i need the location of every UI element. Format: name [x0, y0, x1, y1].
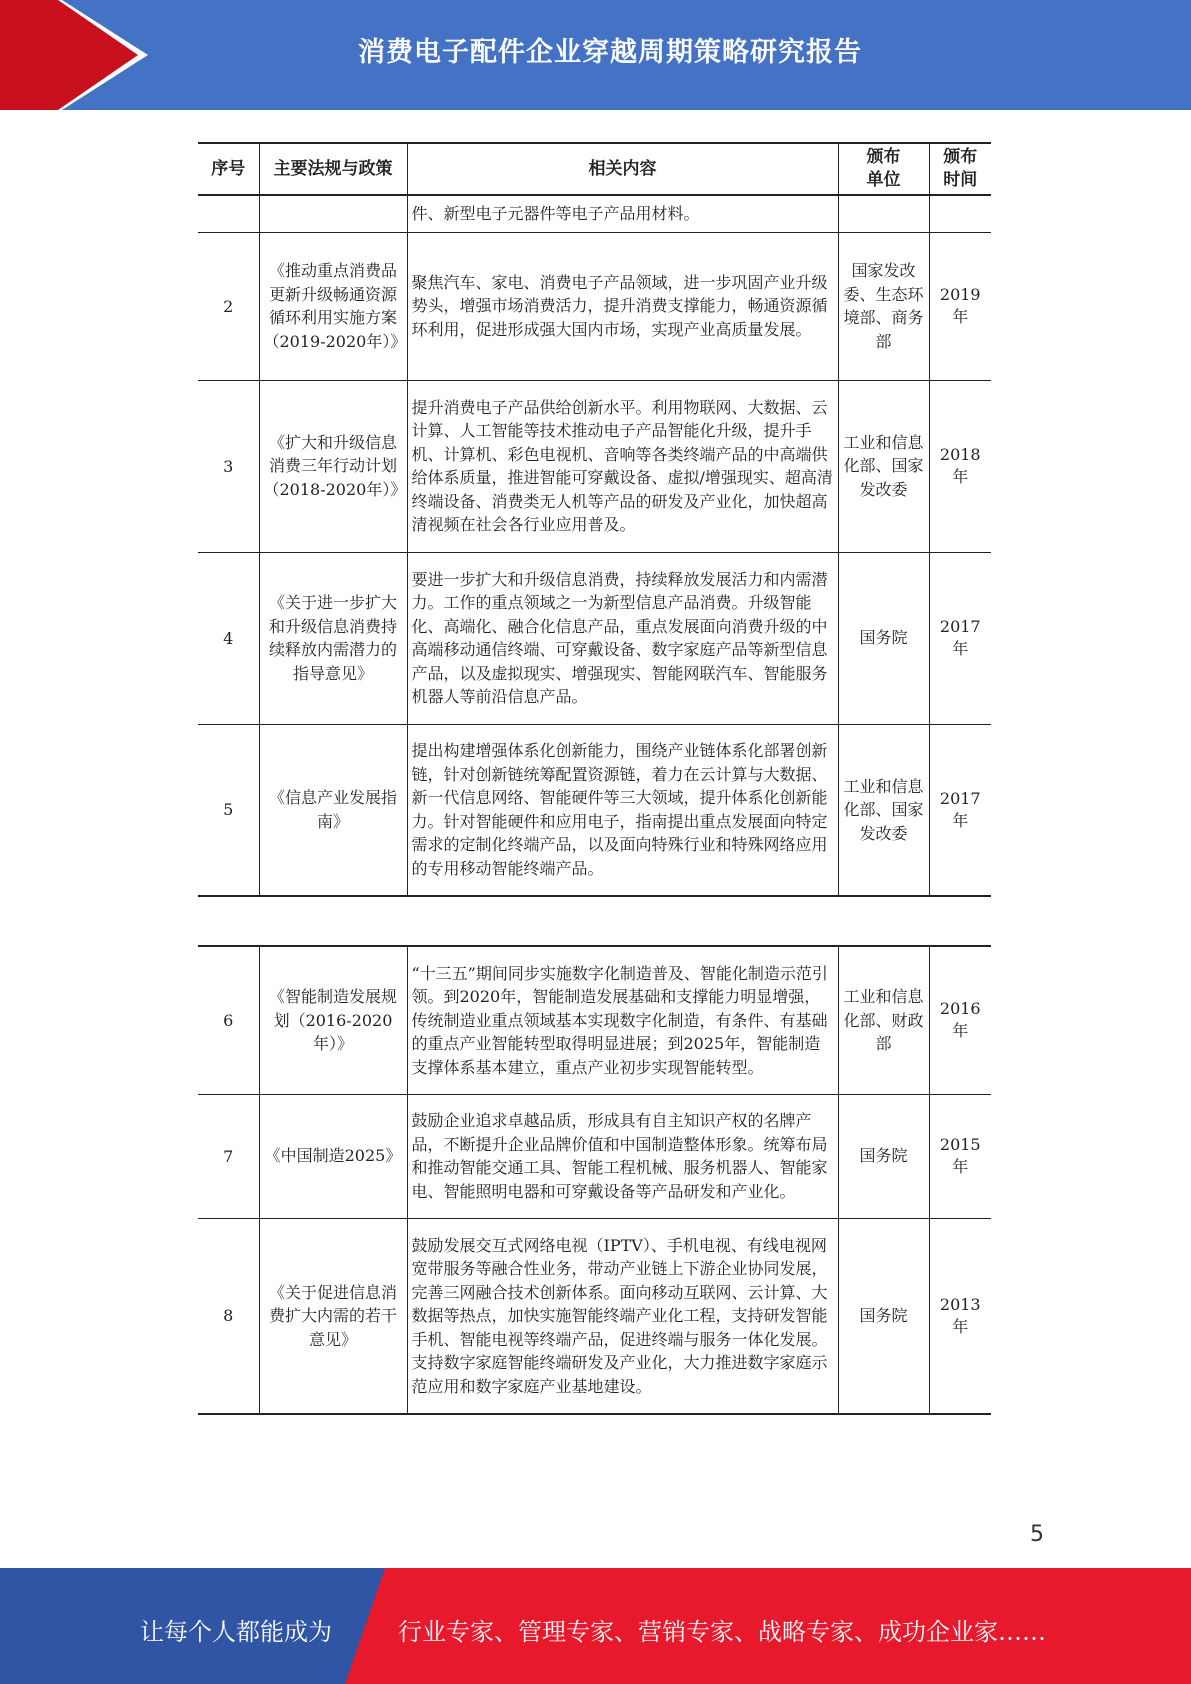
- law-cell: 《关于促进信息消费扩大内需的若干意见》: [259, 1218, 407, 1414]
- law-cell: 《中国制造2025》: [259, 1094, 407, 1218]
- year-cell: 2018年: [929, 380, 991, 552]
- org-cell: 工业和信息化部、国家发改委: [838, 724, 929, 896]
- row-number: 3: [198, 380, 259, 552]
- org-cell: 国家发改委、生态环境部、商务部: [838, 232, 929, 380]
- content-cell: 要进一步扩大和升级信息消费，持续释放发展活力和内需潜力。工作的重点领域之一为新型信息产品消费。升级智能化、高端化、融合化信息产品，重点发展面向消费升级的中高端移动通信终端、可穿戴设备、数字家庭产品等新型信息产品，以及虚拟现实、增强现实、智能网联汽车、智能服务机器人等前沿信息产品。: [407, 552, 838, 724]
- year-cell: 2017年: [929, 724, 991, 896]
- content-cell: 件、新型电子元器件等电子产品用材料。: [407, 195, 838, 232]
- header-bar: [0, 0, 1191, 110]
- row-number: 5: [198, 724, 259, 896]
- org-cell: 国务院: [838, 1218, 929, 1414]
- row-number: 8: [198, 1218, 259, 1414]
- org-cell: 国务院: [838, 1094, 929, 1218]
- col-header-year: 颁布时间: [929, 143, 991, 195]
- row-number: 7: [198, 1094, 259, 1218]
- col-header-content: 相关内容: [407, 143, 838, 195]
- footer-slogan-left: 让每个人都能成为: [140, 1618, 332, 1646]
- law-cell: 《智能制造发展规划（2016-2020年）》: [259, 946, 407, 1094]
- year-cell: 2019年: [929, 232, 991, 380]
- col-header-org: 颁布单位: [838, 143, 929, 195]
- year-cell: 2013年: [929, 1218, 991, 1414]
- table-row: [198, 552, 991, 724]
- law-cell: 《关于进一步扩大和升级信息消费持续释放内需潜力的指导意见》: [259, 552, 407, 724]
- org-cell: 工业和信息化部、财政部: [838, 946, 929, 1094]
- year-cell: 2015年: [929, 1094, 991, 1218]
- content-cell: 提出构建增强体系化创新能力，围绕产业链体系化部署创新链，针对创新链统筹配置资源链，着力在云计算与大数据、新一代信息网络、智能硬件等三大领域，提升体系化创新能力。针对智能硬件和应用电子，指南提出重点发展面向特定需求的定制化终端产品，以及面向特殊行业和特殊网络应用的专用移动智能终端产品。: [407, 724, 838, 896]
- table-header-row: [198, 143, 991, 195]
- row-number: 4: [198, 552, 259, 724]
- table-row: [198, 380, 991, 552]
- law-cell: 《推动重点消费品更新升级畅通资源循环利用实施方案（2019-2020年）》: [259, 232, 407, 380]
- content-cell: 鼓励企业追求卓越品质，形成具有自主知识产权的名牌产品，不断提升企业品牌价值和中国制造整体形象。统筹布局和推动智能交通工具、智能工程机械、服务机器人、智能家电、智能照明电器和可穿戴设备等产品研发和产业化。: [407, 1094, 838, 1218]
- header-arrow-icon: [0, 0, 180, 110]
- law-cell: 《信息产业发展指南》: [259, 724, 407, 896]
- row-number: 2: [198, 232, 259, 380]
- document-title: 消费电子配件企业穿越周期策略研究报告: [358, 37, 862, 68]
- year-cell: 2016年: [929, 946, 991, 1094]
- col-header-no: 序号: [198, 143, 259, 195]
- table-row: [198, 1094, 991, 1218]
- content-cell: 鼓励发展交互式网络电视（IPTV）、手机电视、有线电视网宽带服务等融合性业务，带动产业链上下游企业协同发展，完善三网融合技术创新体系。面向移动互联网、云计算、大数据等热点，加快实施智能终端产业化工程，支持研发智能手机、智能电视等终端产品，促进终端与服务一体化发展。支持数字家庭智能终端研发及产业化，大力推进数字家庭示范应用和数字家庭产业基地建设。: [407, 1218, 838, 1414]
- footer-slogan-right: 行业专家、管理专家、营销专家、战略专家、成功企业家……: [398, 1618, 1046, 1646]
- table-row: [198, 724, 991, 896]
- table-row: [198, 232, 991, 380]
- table-row: [198, 946, 991, 1094]
- policy-table-part-2: [198, 945, 991, 1415]
- policy-table-part-1: [198, 142, 991, 897]
- row-number: 6: [198, 946, 259, 1094]
- content-cell: 提升消费电子产品供给创新水平。利用物联网、大数据、云计算、人工智能等技术推动电子产品智能化升级，提升手机、计算机、彩色电视机、音响等各类终端产品的中高端供给体系质量，推进智能可穿戴设备、虚拟/增强现实、超高清终端设备、消费类无人机等产品的研发及产业化，加快超高清视频在社会各行业应用普及。: [407, 380, 838, 552]
- page-number: 5: [1030, 1522, 1044, 1547]
- org-cell: 国务院: [838, 552, 929, 724]
- footer-bar: [0, 1568, 1191, 1684]
- content-cell: “十三五”期间同步实施数字化制造普及、智能化制造示范引领。到2020年，智能制造发展基础和支撑能力明显增强，传统制造业重点领域基本实现数字化制造，有条件、有基础的重点产业智能转型取得明显进展；到2025年，智能制造支撑体系基本建立，重点产业初步实现智能转型。: [407, 946, 838, 1094]
- table-row: [198, 195, 991, 232]
- law-cell: 《扩大和升级信息消费三年行动计划（2018-2020年）》: [259, 380, 407, 552]
- content-cell: 聚焦汽车、家电、消费电子产品领域，进一步巩固产业升级势头，增强市场消费活力，提升消费支撑能力，畅通资源循环利用，促进形成强大国内市场，实现产业高质量发展。: [407, 232, 838, 380]
- year-cell: 2017年: [929, 552, 991, 724]
- table-row: [198, 1218, 991, 1414]
- col-header-law: 主要法规与政策: [259, 143, 407, 195]
- org-cell: 工业和信息化部、国家发改委: [838, 380, 929, 552]
